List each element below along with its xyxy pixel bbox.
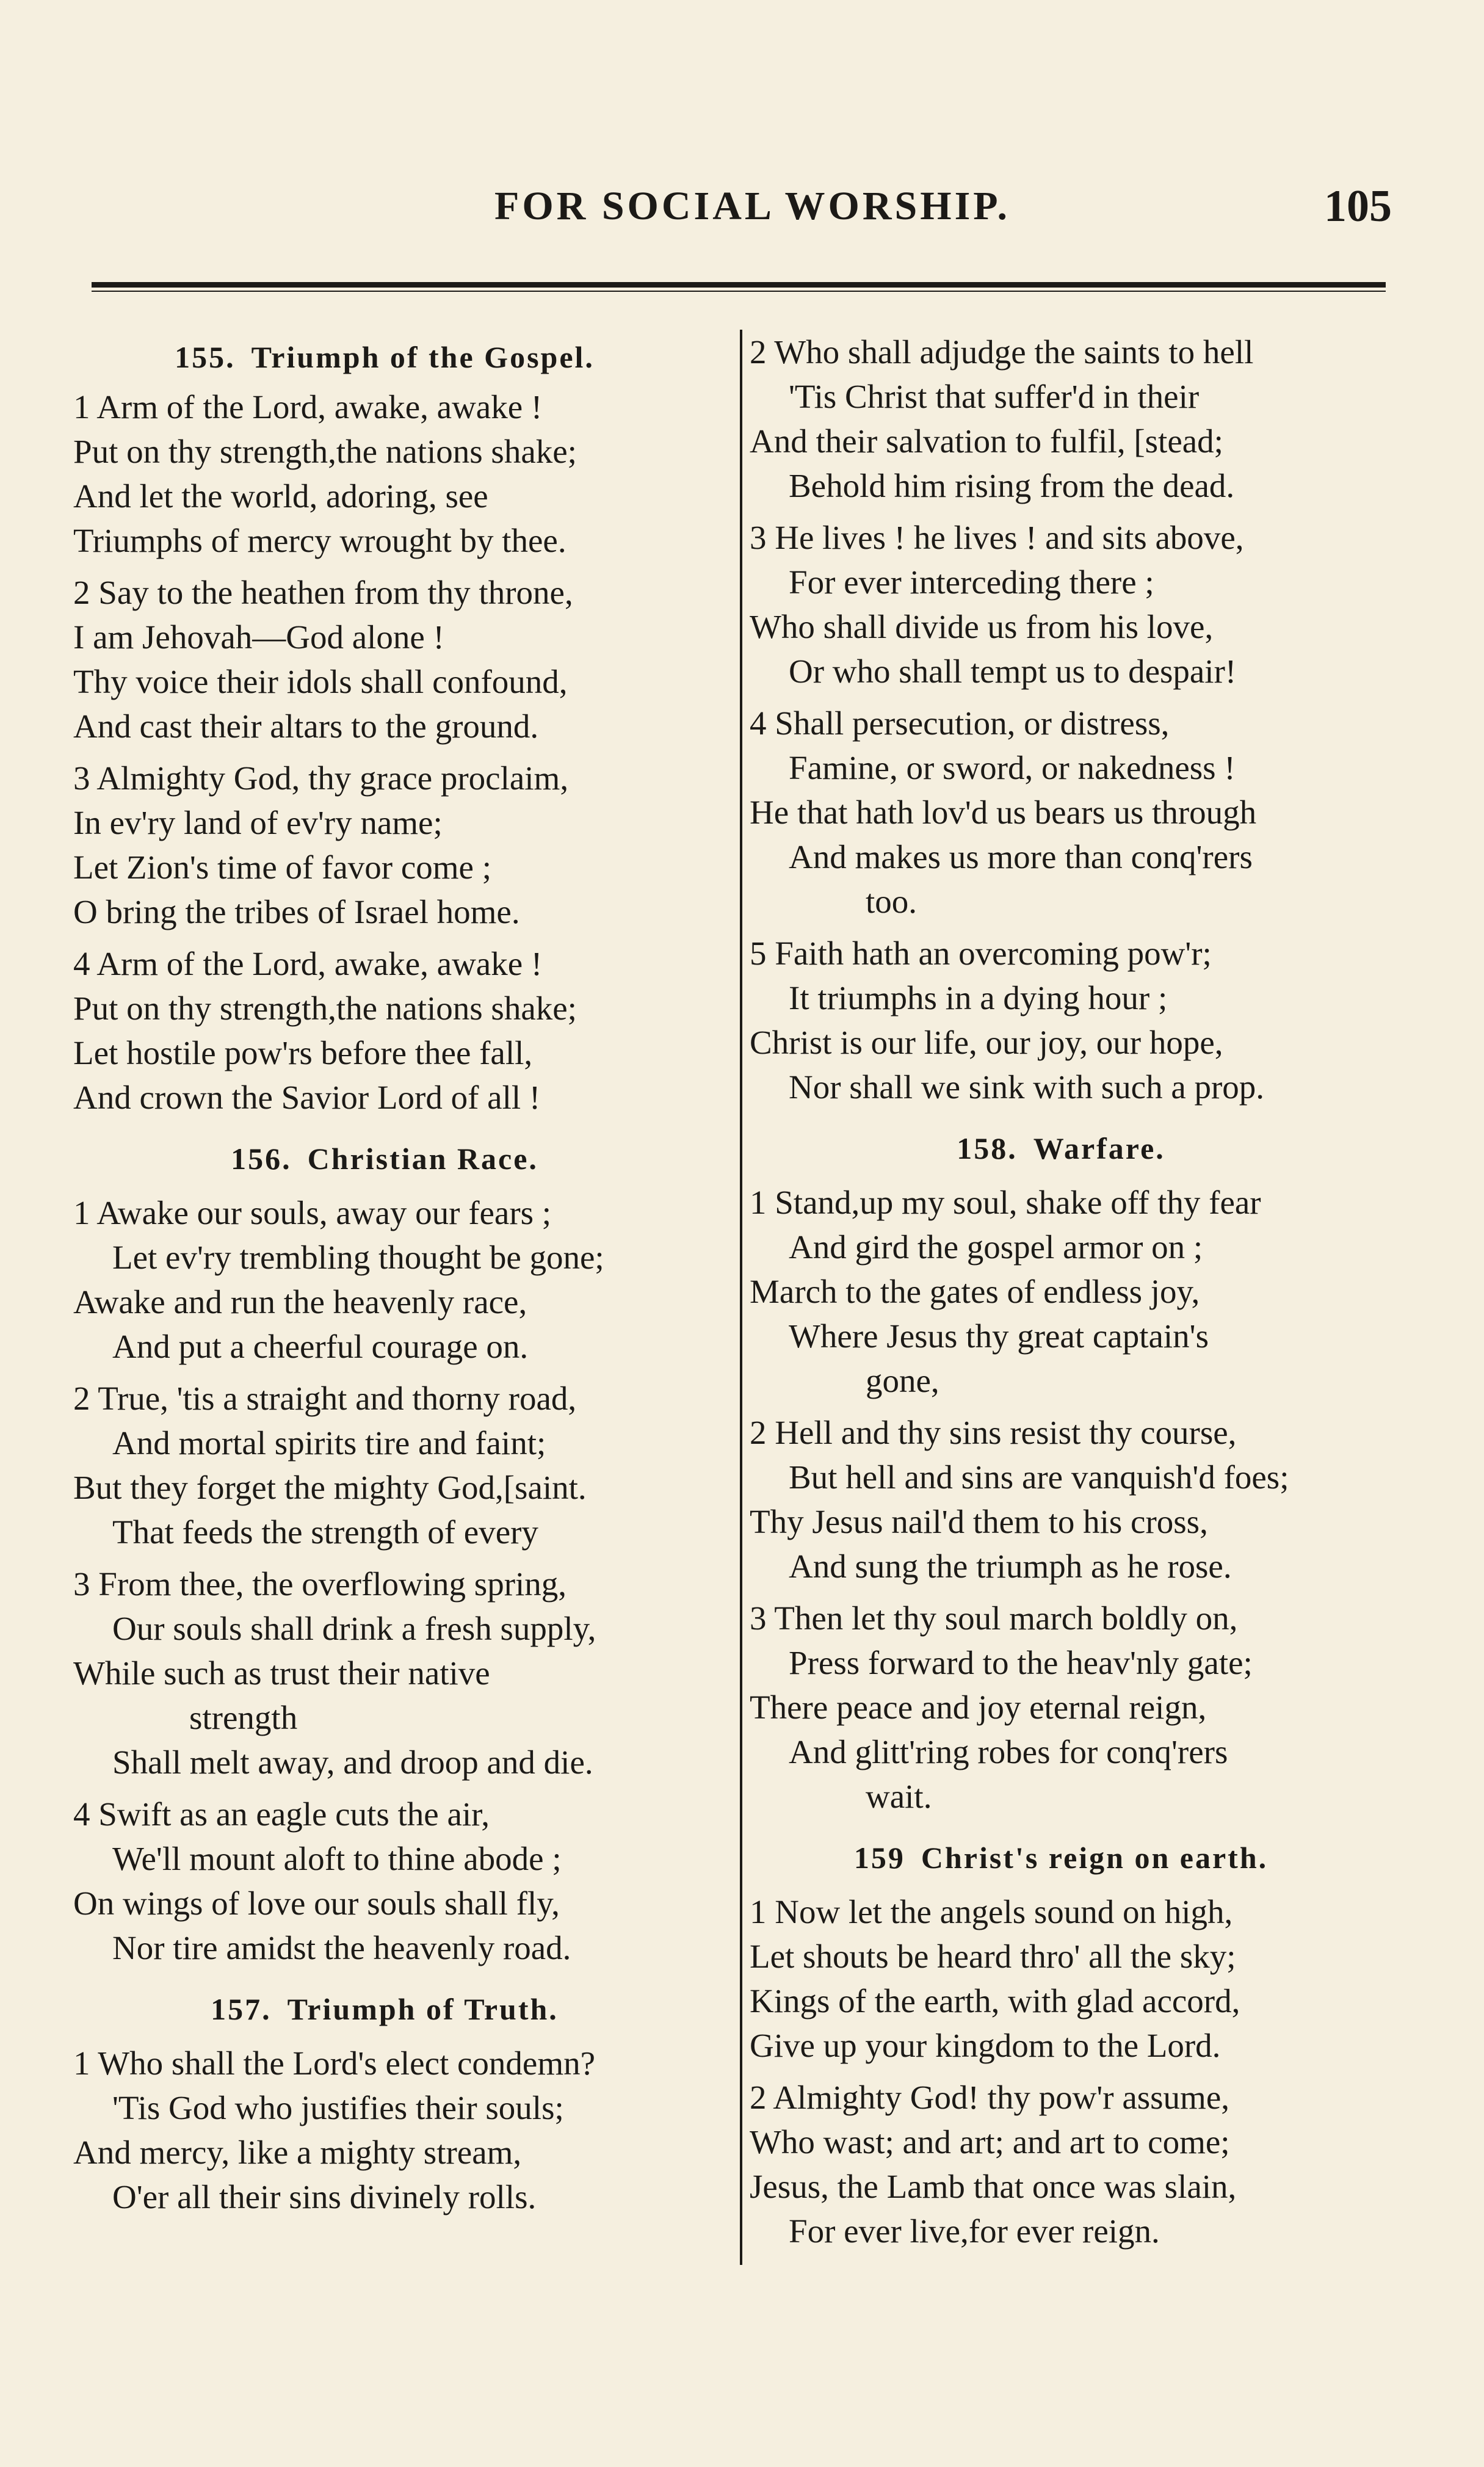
verse-line: Triumphs of mercy wrought by thee. <box>73 522 566 559</box>
column-divider <box>740 330 742 2265</box>
verse-line: On wings of love our souls shall fly, <box>73 1885 560 1922</box>
hymn-number: 155. <box>175 340 236 374</box>
verse-line: 3 From thee, the overflowing spring, <box>73 1565 567 1603</box>
verse-line: And put a cheerful courage on. <box>112 1328 529 1365</box>
verse-line: Shall melt away, and droop and die. <box>112 1744 593 1781</box>
verse-line: And mercy, like a mighty stream, <box>73 2134 522 2171</box>
stanza <box>750 701 1409 924</box>
verse-line: 1 Now let the angels sound on high, <box>750 1893 1233 1930</box>
verse-line: Jesus, the Lamb that once was slain, <box>750 2168 1237 2205</box>
verse-line: Put on thy strength,the nations shake; <box>73 433 577 470</box>
verse-line: For ever interceding there ; <box>789 563 1154 601</box>
verse-line: gone, <box>866 1362 939 1399</box>
verse-line: Where Jesus thy great captain's <box>789 1317 1209 1355</box>
hymn-155 <box>73 330 733 1120</box>
verse-line: 'Tis God who justifies their souls; <box>112 2089 564 2126</box>
verse-line: While such as trust their native <box>73 1654 490 1692</box>
verse-line: There peace and joy eternal reign, <box>750 1689 1207 1726</box>
right-column <box>750 330 1409 2261</box>
verse-line: Thy Jesus nail'd them to his cross, <box>750 1503 1208 1540</box>
stanza <box>750 1180 1409 1403</box>
verse-line: 4 Shall persecution, or distress, <box>750 705 1170 742</box>
verse-line: Nor shall we sink with such a prop. <box>789 1068 1265 1106</box>
verse-line: And mortal spirits tire and faint; <box>112 1424 546 1462</box>
stanza <box>73 1190 733 1369</box>
stanza <box>73 385 733 563</box>
verse-line: Famine, or sword, or nakedness ! <box>789 749 1236 786</box>
hymn-title <box>73 1977 733 2041</box>
stanza <box>750 2075 1409 2253</box>
verse-line: 1 Arm of the Lord, awake, awake ! <box>73 388 543 426</box>
left-column <box>73 330 733 2226</box>
verse-line: Behold him rising from the dead. <box>789 467 1235 504</box>
stanza <box>750 1889 1409 2068</box>
verse-line: 'Tis Christ that suffer'd in their <box>789 378 1200 415</box>
verse-line: 2 Who shall adjudge the saints to hell <box>750 333 1254 371</box>
verse-line: Give up your kingdom to the Lord. <box>750 2027 1221 2064</box>
verse-line: Or who shall tempt us to despair! <box>789 653 1237 690</box>
verse-line: Let hostile pow'rs before thee fall, <box>73 1034 533 1071</box>
hymn-159 <box>750 1826 1409 2253</box>
header-rule-thick <box>92 282 1386 288</box>
stanza <box>73 1792 733 1970</box>
verse-line: strength <box>189 1699 298 1736</box>
verse-line: wait. <box>866 1778 932 1815</box>
verse-line: And sung the triumph as he rose. <box>789 1548 1232 1585</box>
hymn-heading: Warfare. <box>1033 1131 1165 1165</box>
hymn-157-continued <box>750 330 1409 1109</box>
verse-line: Awake and run the heavenly race, <box>73 1283 527 1320</box>
verse-line: Kings of the earth, with glad accord, <box>750 1982 1240 2020</box>
hymn-158 <box>750 1117 1409 1819</box>
hymn-heading: Christian Race. <box>307 1142 538 1176</box>
stanza <box>73 756 733 934</box>
verse-line: We'll mount aloft to thine abode ; <box>112 1840 562 1877</box>
verse-line: And cast their altars to the ground. <box>73 708 539 745</box>
verse-line: 1 Awake our souls, away our fears ; <box>73 1194 552 1231</box>
verse-line: Who wast; and art; and art to come; <box>750 2123 1230 2161</box>
hymn-number: 158. <box>957 1131 1018 1165</box>
verse-line: Thy voice their idols shall confound, <box>73 663 568 700</box>
stanza <box>750 1596 1409 1819</box>
hymn-heading: Triumph of Truth. <box>287 1992 559 2026</box>
verse-line: 3 Almighty God, thy grace proclaim, <box>73 759 569 797</box>
verse-line: In ev'ry land of ev'ry name; <box>73 804 443 841</box>
verse-line: O'er all their sins divinely rolls. <box>112 2178 537 2215</box>
hymn-number: 156. <box>231 1142 292 1176</box>
verse-line: And makes us more than conq'rers <box>789 838 1253 875</box>
stanza <box>73 1376 733 1554</box>
stanza <box>73 570 733 748</box>
verse-line: He that hath lov'd us bears us through <box>750 794 1257 831</box>
hymn-title <box>750 1826 1409 1889</box>
verse-line: Nor tire amidst the heavenly road. <box>112 1929 571 1966</box>
verse-line: And gird the gospel armor on ; <box>789 1228 1203 1266</box>
verse-line: Let ev'ry trembling thought be gone; <box>112 1239 604 1276</box>
verse-line: 4 Arm of the Lord, awake, awake ! <box>73 945 543 982</box>
verse-line: Let Zion's time of favor come ; <box>73 849 491 886</box>
verse-line: too. <box>866 883 918 920</box>
stanza <box>750 330 1409 508</box>
verse-line: Who shall divide us from his love, <box>750 608 1214 645</box>
verse-line: And their salvation to fulfil, [stead; <box>750 422 1223 460</box>
hymn-title <box>750 1117 1409 1180</box>
verse-line: Our souls shall drink a fresh supply, <box>112 1610 596 1647</box>
verse-line: But they forget the mighty God,[saint. <box>73 1469 587 1506</box>
stanza <box>750 1410 1409 1589</box>
hymn-heading: Christ's reign on earth. <box>921 1841 1269 1875</box>
verse-line: I am Jehovah—God alone ! <box>73 618 444 656</box>
stanza <box>73 941 733 1120</box>
verse-line: O bring the tribes of Israel home. <box>73 893 520 930</box>
hymn-title <box>73 1127 733 1190</box>
hymn-number: 157. <box>211 1992 272 2026</box>
verse-line: For ever live,for ever reign. <box>789 2212 1160 2250</box>
verse-line: 1 Who shall the Lord's elect condemn? <box>73 2045 596 2082</box>
verse-line: 2 Say to the heathen from thy throne, <box>73 574 573 611</box>
verse-line: 2 True, 'tis a straight and thorny road, <box>73 1380 577 1417</box>
verse-line: 3 Then let thy soul march boldly on, <box>750 1599 1238 1637</box>
verse-line: But hell and sins are vanquish'd foes; <box>789 1458 1289 1496</box>
verse-line: 3 He lives ! he lives ! and sits above, <box>750 519 1244 556</box>
verse-line: 2 Hell and thy sins resist thy course, <box>750 1414 1237 1451</box>
verse-line: And glitt'ring robes for conq'rers <box>789 1733 1228 1770</box>
hymn-157 <box>73 1977 733 2219</box>
verse-line: March to the gates of endless joy, <box>750 1273 1200 1310</box>
header-rule-thin <box>92 291 1386 292</box>
hymn-heading: Triumph of the Gospel. <box>251 340 595 374</box>
stanza <box>750 931 1409 1109</box>
hymn-156 <box>73 1127 733 1970</box>
stanza <box>750 515 1409 694</box>
verse-line: Let shouts be heard thro' all the sky; <box>750 1938 1236 1975</box>
verse-line: Press forward to the heav'nly gate; <box>789 1644 1253 1681</box>
verse-line: It triumphs in a dying hour ; <box>789 979 1168 1016</box>
hymn-title <box>73 330 733 385</box>
page-number: 105 <box>1324 181 1392 231</box>
stanza <box>73 2041 733 2219</box>
verse-line: 1 Stand,up my soul, shake off thy fear <box>750 1184 1261 1221</box>
verse-line: Put on thy strength,the nations shake; <box>73 990 577 1027</box>
verse-line: And crown the Savior Lord of all ! <box>73 1079 541 1116</box>
verse-line: And let the world, adoring, see <box>73 477 488 515</box>
hymn-number: 159 <box>853 1841 905 1875</box>
verse-line: Christ is our life, our joy, our hope, <box>750 1024 1223 1061</box>
verse-line: 4 Swift as an eagle cuts the air, <box>73 1795 490 1833</box>
verse-line: That feeds the strength of every <box>112 1513 538 1551</box>
page-header <box>494 177 1392 244</box>
running-title: FOR SOCIAL WORSHIP. <box>494 184 1011 228</box>
stanza <box>73 1562 733 1784</box>
verse-line: 2 Almighty God! thy pow'r assume, <box>750 2079 1229 2116</box>
verse-line: 5 Faith hath an overcoming pow'r; <box>750 935 1212 972</box>
